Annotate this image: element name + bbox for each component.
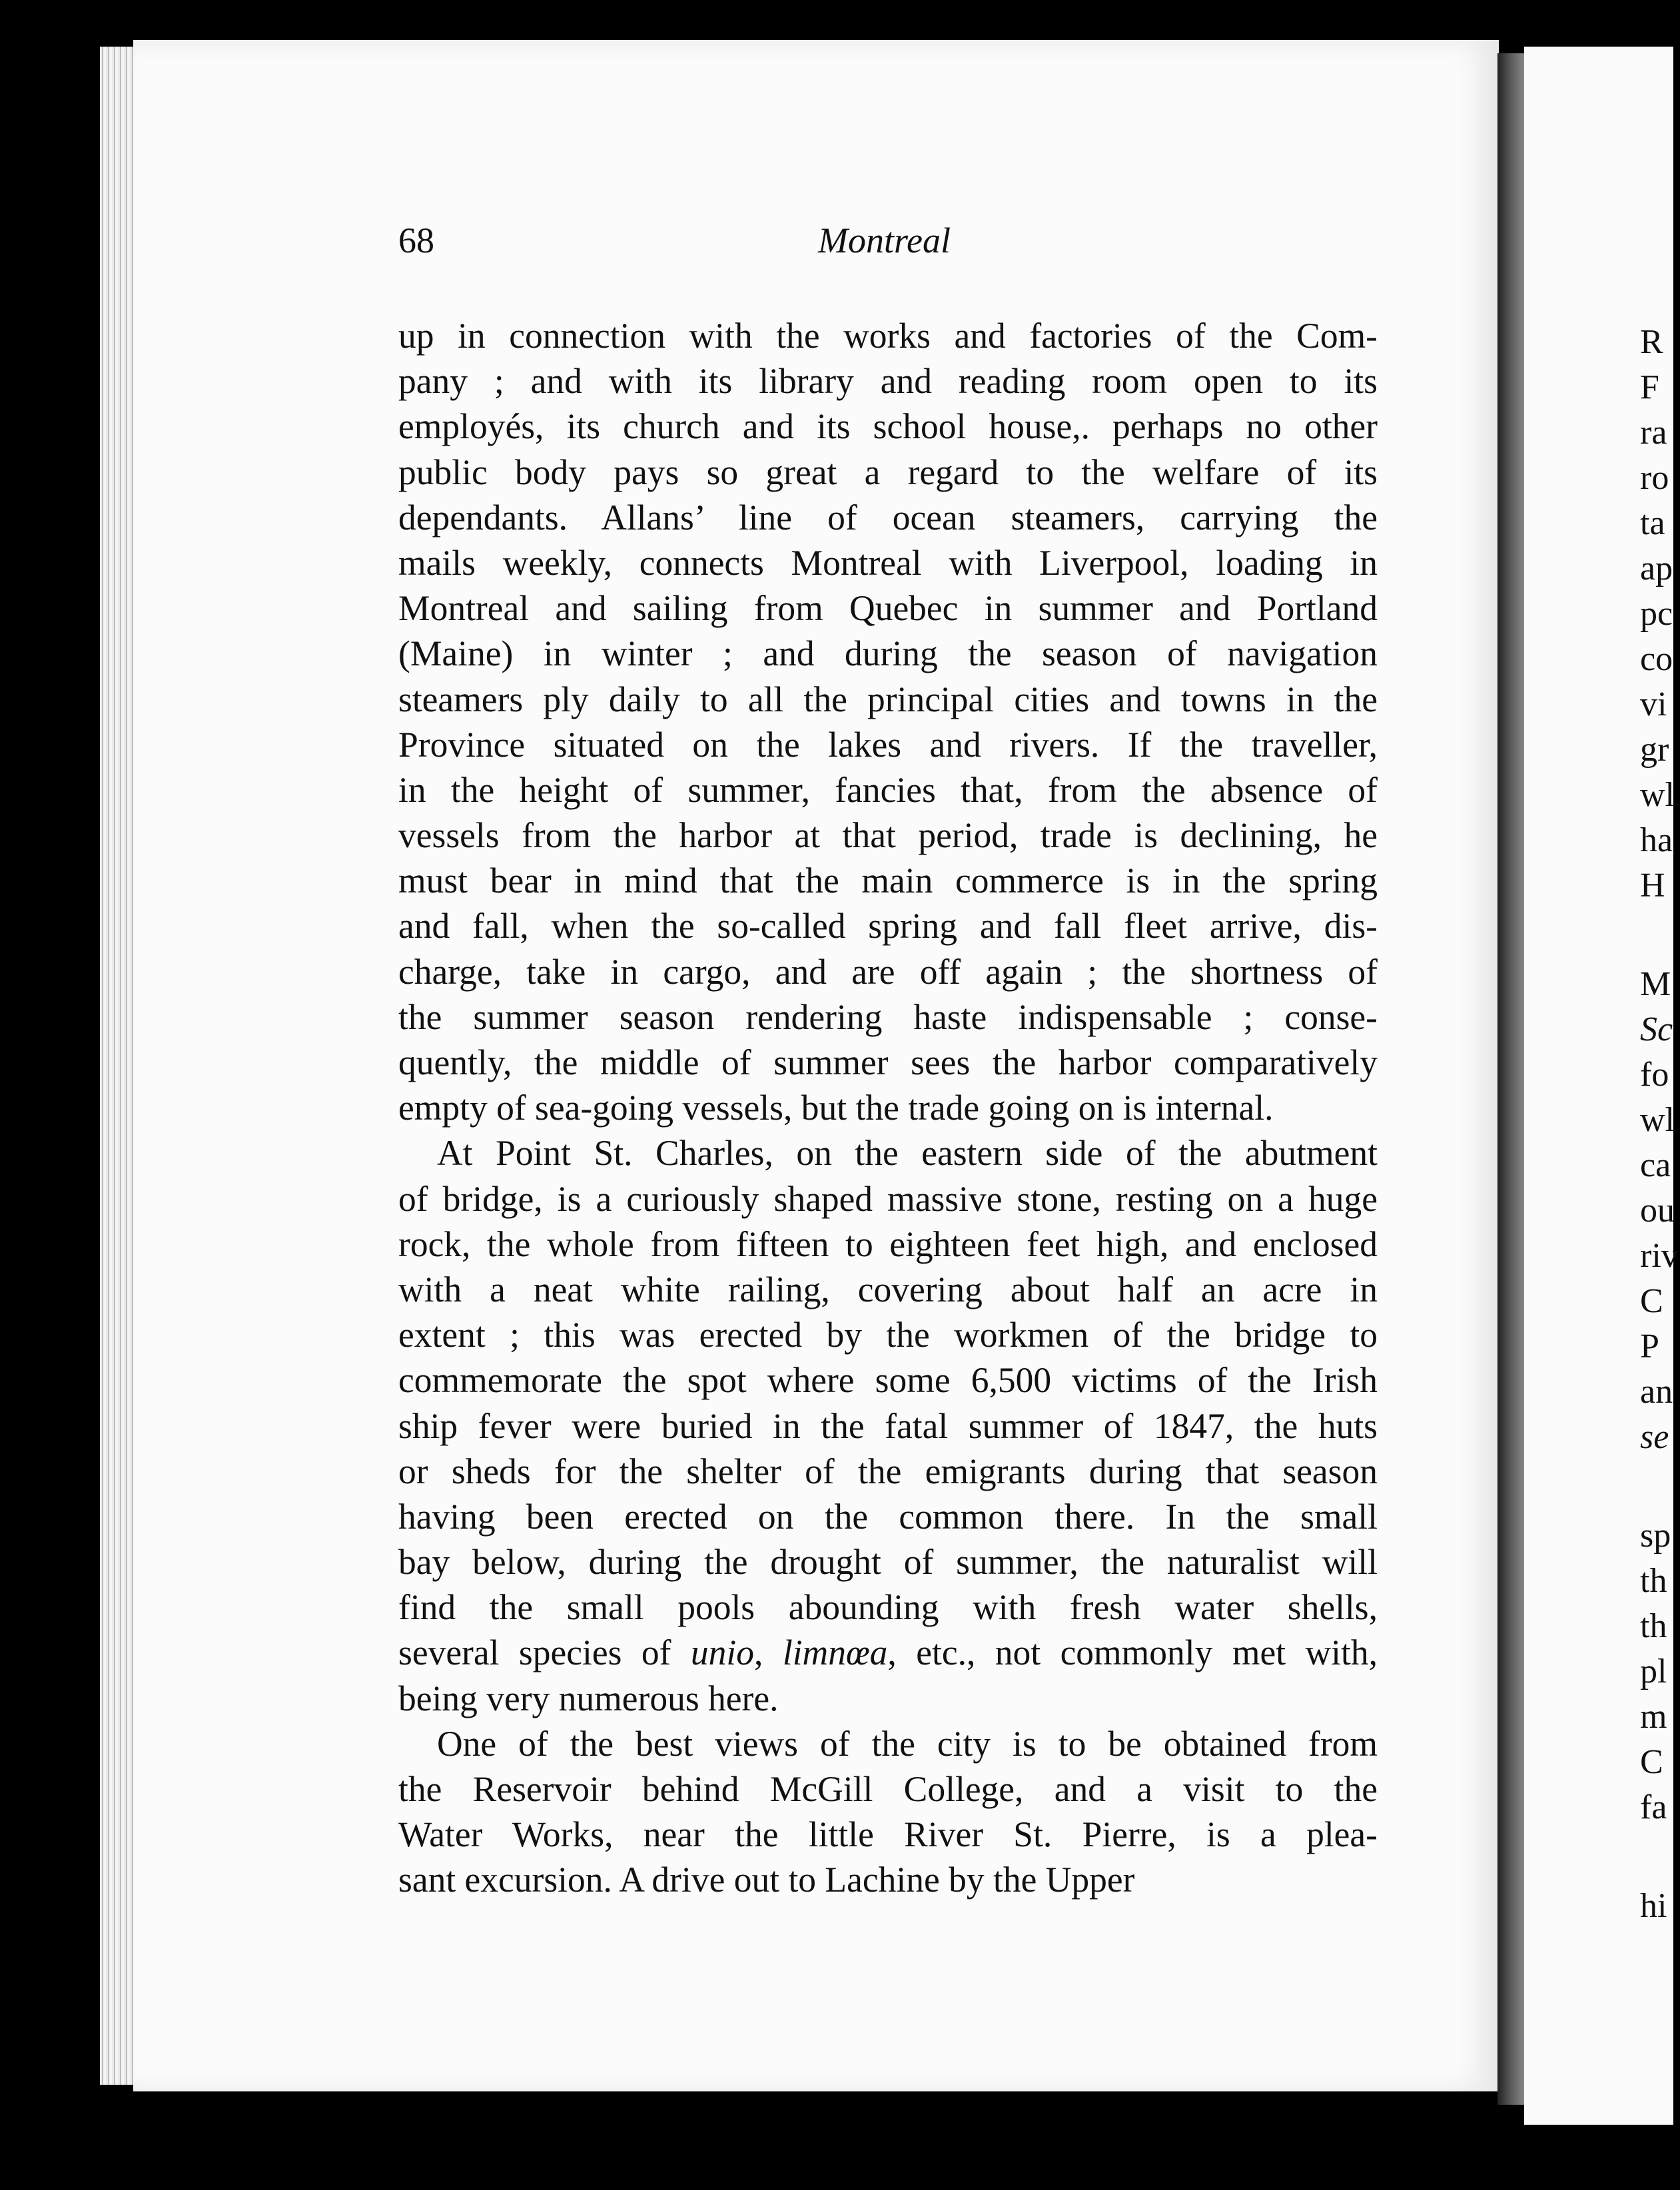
text-line: several species of unio, limnœa, etc., not commonly met with, (398, 1633, 1378, 1673)
text-line: employés, its church and its school house,. perhaps no other (398, 406, 1378, 447)
facing-page-fragment: Sc (1640, 1010, 1673, 1048)
text-line: must bear in mind that the main commerce is in the spring (398, 861, 1378, 901)
facing-page-text (1640, 320, 1680, 1929)
text-line: Province situated on the lakes and rivers. If the traveller, (398, 724, 1378, 765)
text-line: empty of sea-going vessels, but the trade going on is internal. (398, 1088, 1274, 1128)
text-line: the summer season rendering haste indispensable ; conse- (398, 996, 1378, 1037)
text-line: extent ; this was erected by the workmen of the bridge to (398, 1315, 1378, 1355)
facing-page-fragment: ca (1640, 1146, 1671, 1184)
facing-page-fragment: se (1640, 1418, 1669, 1456)
facing-page-fragment: R (1640, 323, 1663, 361)
text-line: Water Works, near the little River St. Pierre, is a plea- (398, 1814, 1378, 1855)
facing-page-fragment: fa (1640, 1788, 1667, 1826)
page-header (398, 220, 1378, 273)
facing-page-fragment: pc (1640, 595, 1673, 633)
facing-page-fragment: M (1640, 965, 1671, 1003)
facing-page-fragment: P (1640, 1327, 1659, 1365)
facing-page-fragment: H (1640, 867, 1665, 905)
book-gutter (1497, 53, 1524, 2105)
facing-page-fragment: hi (1640, 1887, 1667, 1925)
text-line: vessels from the harbor at that period, trade is declining, he (398, 815, 1378, 856)
page-number: 68 (398, 220, 434, 260)
text-line: steamers ply daily to all the principal cities and towns in the (398, 679, 1378, 719)
facing-page-fragment: sp (1640, 1517, 1671, 1555)
text-line: in the height of summer, fancies that, from the absence of (398, 769, 1378, 810)
facing-page-fragment: an (1640, 1373, 1673, 1411)
text-line: pany ; and with its library and reading room open to its (398, 361, 1378, 402)
text-line: quently, the middle of summer sees the harbor comparatively (398, 1042, 1378, 1082)
facing-page-fragment: C (1640, 1743, 1663, 1781)
facing-page-fragment: co (1640, 640, 1673, 678)
facing-page-fragment: ha (1640, 821, 1673, 859)
facing-page-fragment: ro (1640, 459, 1669, 497)
facing-page-fragment: C (1640, 1282, 1663, 1320)
facing-page-fragment: ap (1640, 549, 1673, 587)
facing-page-fragment: ta (1640, 504, 1665, 542)
facing-page-fragment: th (1640, 1562, 1667, 1600)
facing-page-fragment: vi (1640, 685, 1667, 723)
text-line: mails weekly, connects Montreal with Liverpool, loading in (398, 542, 1378, 583)
text-line: and fall, when the so-called spring and fall fleet arrive, dis- (398, 906, 1378, 946)
facing-page-fragment: fo (1640, 1056, 1669, 1094)
facing-page-fragment: riv (1640, 1237, 1679, 1275)
text-line: public body pays so great a regard to the welfare of its (398, 452, 1378, 492)
text-line: ship fever were buried in the fatal summer of 1847, the huts (398, 1405, 1378, 1446)
facing-page-fragment: F (1640, 368, 1659, 406)
body-text (398, 313, 1378, 1903)
text-line: the Reservoir behind McGill College, and a visit to the (398, 1769, 1378, 1809)
text-line: sant excursion. A drive out to Lachine by the Upper (398, 1860, 1135, 1900)
text-line: charge, take in cargo, and are off again ; the shortness of (398, 951, 1378, 992)
text-line: having been erected on the common there. In the small (398, 1496, 1378, 1537)
text-line: commemorate the spot where some 6,500 victims of the Irish (398, 1360, 1378, 1401)
text-line: find the small pools abounding with fresh water shells, (398, 1587, 1378, 1628)
text-line: with a neat white railing, covering about half an acre in (398, 1269, 1378, 1309)
facing-page-fragment: wl (1640, 1101, 1675, 1139)
text-line: dependants. Allans’ line of ocean steamers, carrying the (398, 497, 1378, 538)
paragraph (398, 1130, 1378, 1720)
text-line: rock, the whole from fifteen to eighteen feet high, and enclosed (398, 1224, 1378, 1264)
text-line: Montreal and sailing from Quebec in summer and Portland (398, 588, 1378, 629)
facing-page-fragment: m (1640, 1698, 1667, 1736)
facing-page-fragment: pl (1640, 1652, 1667, 1690)
facing-page-fragment: gr (1640, 731, 1669, 769)
text-line: up in connection with the works and factories of the Com- (398, 316, 1378, 356)
facing-page-fragment: ra (1640, 414, 1667, 452)
facing-page-fragment: wl (1640, 776, 1675, 814)
text-line: or sheds for the shelter of the emigrants during that season (398, 1451, 1378, 1491)
facing-page-fragment: th (1640, 1607, 1667, 1645)
facing-page-fragment: ou (1640, 1192, 1675, 1230)
text-line: At Point St. Charles, on the eastern side of the abutment (437, 1133, 1378, 1174)
text-line: One of the best views of the city is to be obtained from (437, 1723, 1378, 1764)
text-line: bay below, during the drought of summer, the naturalist will (398, 1542, 1378, 1583)
text-line: being very numerous here. (398, 1678, 779, 1718)
text-line: of bridge, is a curiously shaped massive stone, resting on a huge (398, 1178, 1378, 1219)
paragraph (398, 1721, 1378, 1903)
paragraph (398, 313, 1378, 1130)
text-line: (Maine) in winter ; and during the season of navigation (398, 633, 1378, 674)
running-head: Montreal (818, 220, 951, 260)
